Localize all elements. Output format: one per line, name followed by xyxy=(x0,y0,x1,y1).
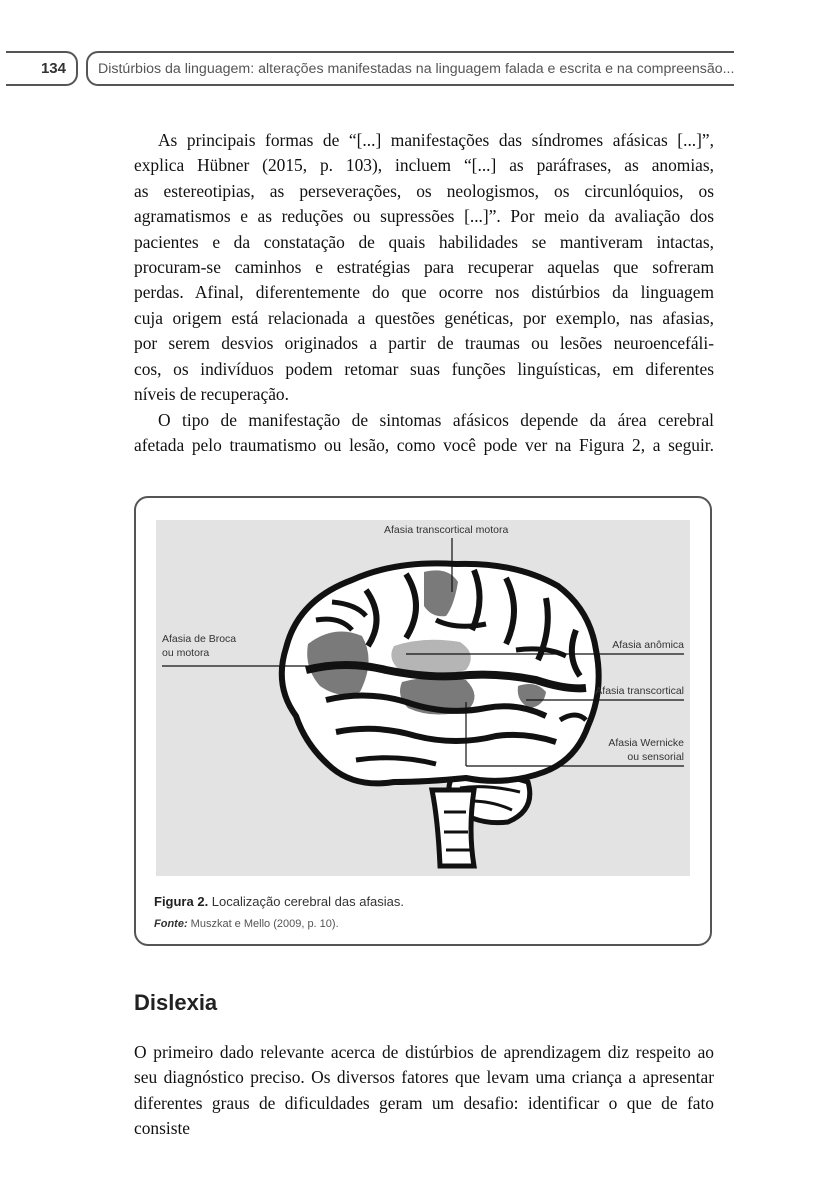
label-broca xyxy=(162,632,236,660)
text-line: níveis de recuperação. xyxy=(134,384,289,405)
source-label: Fonte: xyxy=(154,918,188,930)
label-anomica: Afasia anômica xyxy=(612,639,684,651)
text-line: pacientes e da constatação de quais habilidades se mantiveram intactas, xyxy=(134,231,714,252)
label-broca-line1: Afasia de Broca xyxy=(162,633,237,645)
label-wernicke-line1: Afasia Wernicke xyxy=(608,737,684,749)
text-line: cos, os indivíduos podem retomar suas funções linguísticas, em diferentes xyxy=(134,358,714,379)
figure-source xyxy=(154,918,339,930)
text-line: por serem desvios originados a partir de traumas ou lesões neuroencefáli- xyxy=(134,333,714,354)
brain-illustration xyxy=(156,520,690,876)
text-line: afetada pelo traumatismo ou lesão, como você pode ver na Figura 2, a seguir. xyxy=(134,435,714,456)
text-line: as estereotipias, as perseverações, os neologismos, os circunlóquios, os xyxy=(134,180,714,201)
running-header: Distúrbios da linguagem: alterações manifestadas na linguagem falada e escrita e na compreensão... xyxy=(86,51,734,86)
label-wernicke xyxy=(608,736,684,764)
body-paragraph-3 xyxy=(134,1040,714,1142)
text-line: procuram-se caminhos e estratégias para recuperar aquelas que sofreram xyxy=(134,257,714,278)
label-transcortical: Afasia transcortical xyxy=(595,685,684,697)
figure-frame xyxy=(134,496,712,946)
page-number: 134 xyxy=(6,51,78,86)
body-paragraph-1 xyxy=(134,128,714,407)
text-line: O tipo de manifestação de sintomas afásicos depende da área cerebral xyxy=(158,410,714,430)
source-text: Muszkat e Mello (2009, p. 10). xyxy=(187,918,339,930)
figure-caption xyxy=(154,894,404,909)
text-line: explica Hübner (2015, p. 103), incluem “[...] as paráfrases, as anomias, xyxy=(134,155,714,176)
text-line: cuja origem está relacionada a questões genéticas, por exemplo, nas afasias, xyxy=(134,307,714,328)
text-line: seu diagnóstico preciso. Os diversos fatores que levam uma criança a apresentar xyxy=(134,1067,714,1088)
caption-text: Localização cerebral das afasias. xyxy=(208,894,405,909)
label-broca-line2: ou motora xyxy=(162,647,210,659)
brain-figure xyxy=(156,520,690,876)
text-line: As principais formas de “[...] manifestações das síndromes afásicas [...]”, xyxy=(158,130,714,150)
text-line: agramatismos e as reduções ou supressões [...]”. Por meio da avaliação dos xyxy=(134,206,714,227)
label-wernicke-line2: ou sensorial xyxy=(627,751,684,763)
label-transcortical-motora: Afasia transcortical motora xyxy=(384,524,509,536)
section-heading: Dislexia xyxy=(134,990,218,1015)
text-line: perdas. Afinal, diferentemente do que ocorre nos distúrbios da linguagem xyxy=(134,282,714,303)
caption-label: Figura 2. xyxy=(154,894,209,909)
text-line: diferentes graus de dificuldades geram um desafio: identificar o que de fato consiste xyxy=(134,1092,714,1139)
body-paragraph-2 xyxy=(134,408,714,459)
text-line: O primeiro dado relevante acerca de distúrbios de aprendizagem diz respeito ao xyxy=(134,1042,714,1062)
